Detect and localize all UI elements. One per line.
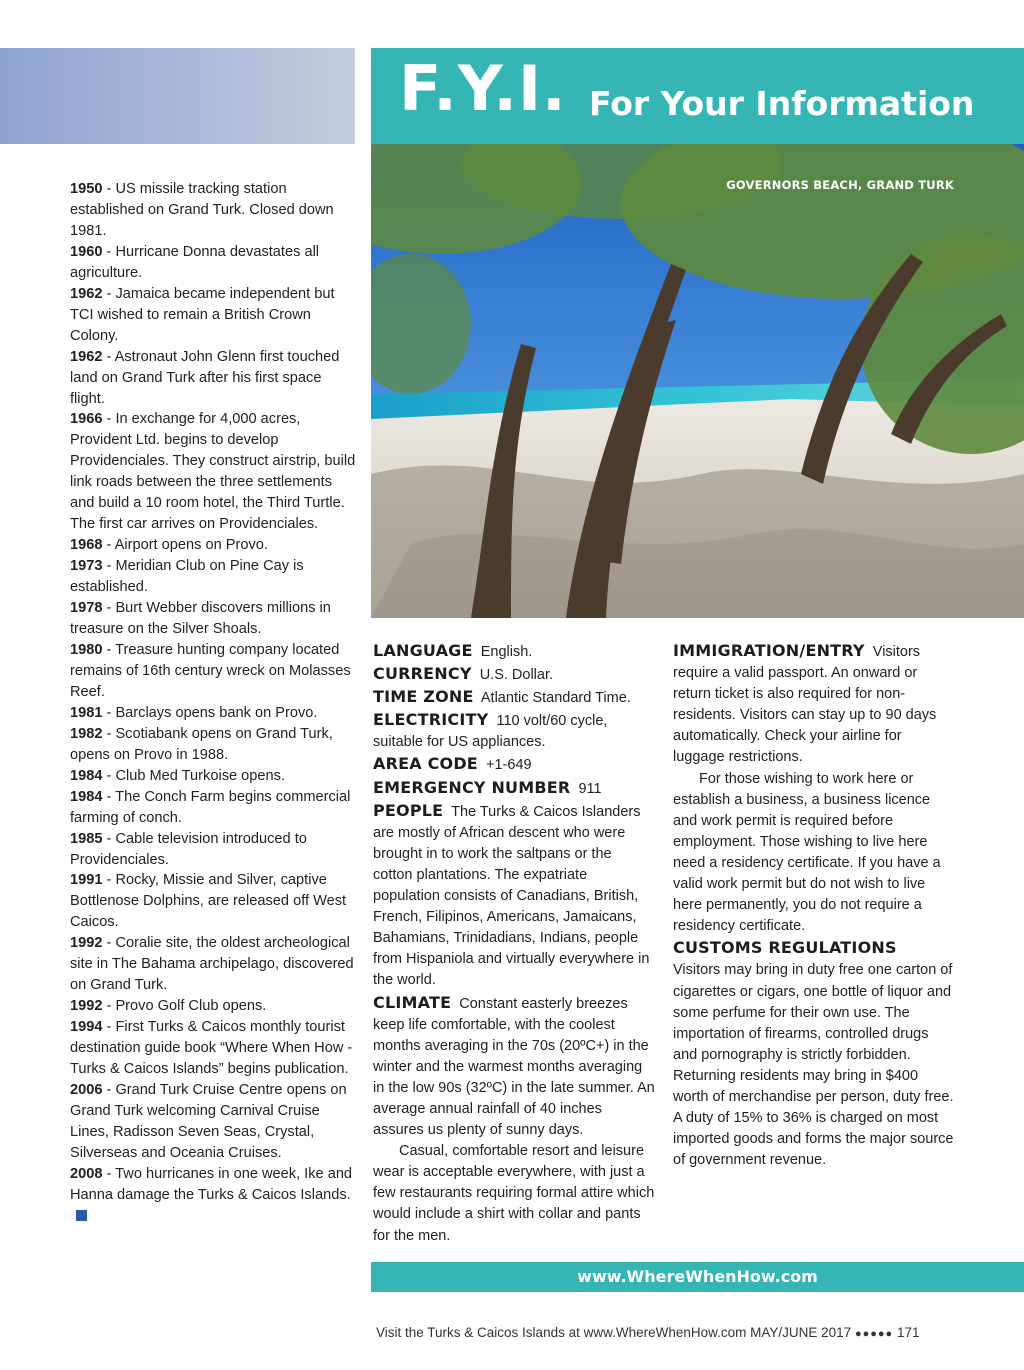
people-value: The Turks & Caicos Islanders are mostly of African descent who were brought in to work the saltpans or the cotton plantations. The expatriate population consists of Canadians, British, French, Filipinos, Americans, Jamaicans, Bahamians, Trinidadians, Indians, people from Hispaniola and virtually everywhere in the world. [373,803,650,989]
history-timeline [70,179,360,1227]
timeline-entry [70,766,360,787]
timeline-text: - Hurricane Donna devastates all agriculture. [70,243,320,281]
timeline-year: 1994 [70,1019,103,1036]
language-value: English. [480,644,533,660]
page-footer [376,1325,956,1340]
timeline-text: - Airport opens on Provo. [102,537,268,554]
customs-term: CUSTOMS REGULATIONS [673,938,897,958]
electricity-term: ELECTRICITY [373,710,489,730]
areacode-term: AREA CODE [373,754,478,774]
timeline-text: - Burt Webber discovers millions in treasure on the Silver Shoals. [70,600,331,638]
timeline-year: 1966 [70,411,103,428]
timeline-year: 1985 [70,830,103,847]
timeline-year: 1978 [70,600,103,617]
timeline-text: - Meridian Club on Pine Cay is established. [70,558,304,596]
timeline-text: - The Conch Farm begins commercial farming of conch. [70,788,351,826]
emergency-value: 911 [578,780,602,797]
timeline-text: - Jamaica became independent but TCI wished to remain a British Crown Colony. [70,285,335,344]
timeline-year: 1991 [70,872,103,889]
timeline-year: 1984 [70,767,103,784]
timeline-year: 1992 [70,998,103,1015]
people-term: PEOPLE [373,800,444,820]
areacode-value: +1-649 [486,757,532,774]
timeline-text: - Grand Turk Cruise Centre opens on Grand Turk welcoming Carnival Cruise Lines, Radisson Seven Seas, Crystal, Silverseas and Oceania Cruises. [70,1081,347,1161]
timeline-entry [70,787,360,829]
work-paragraph: For those wishing to work here or establish a business, a business licence and work permit is required before employment. Those wishing to live here need a residency certificate. If you have a valid work permit but do not wish to live here permanently, you do not require a residency certificate. [673,770,941,935]
timeline-year: 1968 [70,537,103,554]
timeline-year: 1982 [70,725,103,742]
climate-value: Constant easterly breezes keep life comfortable, with the coolest months averaging in the 70s (20ºC+) in the winter and the warmest months averaging in the low 90s (32ºC) in the late summer. An average annual rainfall of 40 inches assures us plenty of sunny days. [373,995,655,1139]
timeline-entry [70,703,360,724]
timeline-entry [70,347,360,410]
timeline-text: - First Turks & Caicos monthly tourist destination guide book “Where When How - Turks & Caicos Islands” begins publication. [70,1019,353,1078]
timeline-text: - Coralie site, the oldest archeological site in The Bahama archipelago, discovered on Grand Turk. [70,935,354,994]
info-column-2 [673,640,955,1171]
timeline-year: 1962 [70,285,103,302]
climate-term: CLIMATE [373,992,452,1012]
timeline-text: - Provo Golf Club opens. [102,998,267,1015]
timeline-year: 1950 [70,181,103,197]
timeline-entry [70,996,360,1017]
footer-dots: ●●●●● [854,1328,894,1340]
timeline-year: 2008 [70,1165,103,1182]
timeline-text: - Cable television introduced to Providenciales. [70,830,307,868]
timeline-entry [70,409,360,535]
timeline-entry [70,598,360,640]
timeline-year: 2006 [70,1081,103,1098]
timeline-year: 1962 [70,348,103,365]
decorative-header-bar [0,48,355,144]
timeline-entry [70,556,360,598]
timezone-term: TIME ZONE [373,687,474,707]
header-banner [371,48,1024,144]
electricity-value: 110 volt/60 cycle, suitable for US appliances. [373,713,608,751]
website-banner[interactable]: www.WhereWhenHow.com [371,1262,1024,1292]
currency-term: CURRENCY [373,664,472,684]
timeline-text: - In exchange for 4,000 acres, Provident Ltd. begins to develop Providenciales. They construct airstrip, build link roads between the three settlements and build a 10 room hotel, the Third Turtle. The first car arrives on Providenciales. [70,411,356,533]
timeline-year: 1984 [70,788,103,805]
footer-text: Visit the Turks & Caicos Islands at www.WhereWhenHow.com MAY/JUNE 2017 [376,1325,852,1340]
timeline-text: - Astronaut John Glenn first touched land on Grand Turk after his first space flight. [70,348,340,407]
timeline-entry [70,1164,360,1227]
timeline-text: - Scotiabank opens on Grand Turk, opens on Provo in 1988. [70,725,333,763]
timeline-entry [70,535,360,556]
timeline-year: 1973 [70,558,103,575]
attire-paragraph: Casual, comfortable resort and leisure wear is acceptable everywhere, with just a few restaurants requiring formal attire which would include a shirt with collar and pants for the men. [373,1143,655,1244]
currency-value: U.S. Dollar. [479,667,554,684]
timeline-year: 1980 [70,641,103,658]
timeline-entry [70,242,360,284]
end-mark-icon [76,1210,87,1221]
timeline-entry [70,829,360,871]
timeline-text: - Barclays opens bank on Provo. [102,704,318,721]
timeline-text: - Club Med Turkoise opens. [102,767,285,784]
timeline-text: - Treasure hunting company located remains of 16th century wreck on Molasses Reef. [70,641,351,700]
timeline-entry [70,179,360,242]
timeline-year: 1960 [70,243,103,260]
timeline-text: - Rocky, Missie and Silver, captive Bottlenose Dolphins, are released off West Caicos. [70,872,347,931]
photo-caption: GOVERNORS BEACH, GRAND TURK [726,178,954,192]
customs-value: Visitors may bring in duty free one carton of cigarettes or cigars, one bottle of liquor and some perfume for their own use. The importation of firearms, controlled drugs and pornography is strictly forbidden. Returning residents may bring in $400 worth of merchandise per person, duty free. A duty of 15% to 36% is charged on most imported goods and forms the major source of government revenue. [673,962,954,1169]
timezone-value: Atlantic Standard Time. [480,690,631,707]
timeline-entry [70,284,360,347]
language-term: LANGUAGE [373,641,473,660]
timeline-entry [70,724,360,766]
beach-photo [371,144,1024,618]
timeline-entry [70,640,360,703]
immigration-value: Visitors require a valid passport. An onward or return ticket is also required for non-residents. Visitors can stay up to 90 days automatically. Check your airline for luggage restrictions. [673,644,937,766]
timeline-entry [70,1017,360,1080]
timeline-entry [70,1080,360,1164]
page-number: 171 [896,1325,920,1340]
immigration-term: IMMIGRATION/ENTRY [673,641,865,660]
fyi-subtitle: For Your Information [589,84,975,123]
info-column-1 [373,640,655,1247]
beach-illustration [371,144,1024,618]
timeline-text: - US missile tracking station established on Grand Turk. Closed down 1981. [70,181,334,239]
timeline-text: - Two hurricanes in one week, Ike and Hanna damage the Turks & Caicos Islands. [70,1165,353,1203]
timeline-year: 1992 [70,935,103,952]
timeline-entry [70,933,360,996]
timeline-year: 1981 [70,704,103,721]
fyi-title: F.Y.I. [399,52,567,125]
timeline-entry [70,870,360,933]
emergency-term: EMERGENCY NUMBER [373,777,571,797]
